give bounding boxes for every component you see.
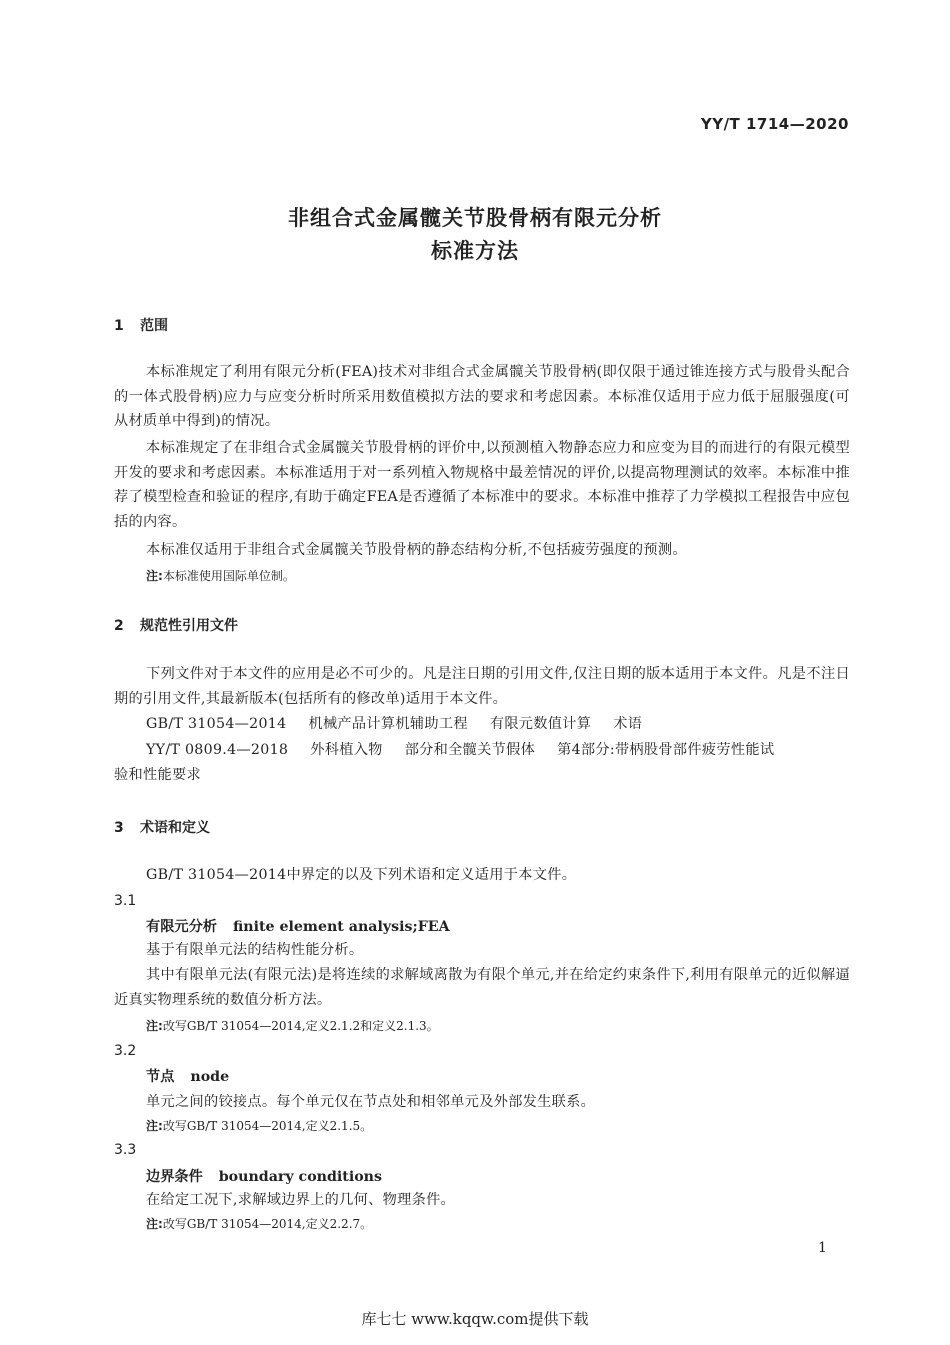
- section-number: 1: [114, 318, 124, 334]
- term-explanation: 其中有限单元法(有限元法)是将连续的求解域离散为有限个单元,并在给定约束条件下,利用有限单元的近似解逼近真实物理系统的数值分析方法。: [114, 967, 850, 1008]
- term-definition: 单元之间的铰接点。每个单元仅在节点处和相邻单元及外部发生联系。: [146, 1094, 596, 1110]
- reference-code: YY/T 0809.4—2018: [146, 742, 289, 758]
- reference-title-part: 第4部分:带柄股骨部件疲劳性能试: [557, 742, 775, 758]
- section-1-paragraph-1: 本标准规定了利用有限元分析(FEA)技术对非组合式金属髋关节股骨柄(即仅限于通过锥连接方式与股骨头配合的一体式股骨柄)应力与应变分析时所采用数值模拟方法的要求和考虑因素。本标准仅适用于应力低于屈服强度(可从材质单中得到)的情况。: [114, 364, 850, 429]
- section-1-paragraph-2: 本标准规定了在非组合式金属髋关节股骨柄的评价中,以预测植入物静态应力和应变为目的而进行的有限元模型开发的要求和考虑因素。本标准适用于对一系列植入物规格中最差情况的评价,以提高物理测试的效率。本标准中推荐了模型检查和验证的程序,有助于确定FEA是否遵循了本标准中的要求。本标准中推荐了力学模拟工程报告中应包括的内容。: [114, 440, 850, 530]
- term-heading: [146, 1066, 229, 1086]
- reference-title-part: 外科植入物: [310, 742, 383, 758]
- section-1-heading: [114, 315, 168, 335]
- note-label: 注:: [146, 569, 163, 583]
- standard-code: YY/T 1714—2020: [700, 115, 849, 133]
- reference-title-part: 有限元数值计算: [489, 716, 592, 732]
- section-3-intro: GB/T 31054—2014中界定的以及下列术语和定义适用于本文件。: [146, 867, 577, 883]
- note-label: 注:: [146, 1217, 163, 1231]
- term-heading: [146, 1166, 382, 1186]
- reference-title-part: 术语: [613, 716, 643, 732]
- note-text: 改写GB/T 31054—2014,定义2.2.7。: [162, 1217, 373, 1231]
- note-text: 改写GB/T 31054—2014,定义2.1.5。: [162, 1119, 373, 1133]
- section-title: 术语和定义: [140, 820, 210, 836]
- term-english: node: [190, 1069, 230, 1085]
- term-number: 3.3: [114, 1142, 137, 1158]
- reference-title-part: 部分和全髋关节假体: [404, 742, 536, 758]
- normative-reference-2: [146, 738, 774, 763]
- section-title: 范围: [140, 318, 168, 334]
- section-1-note: [146, 567, 295, 585]
- section-number: 2: [114, 618, 124, 634]
- term-heading: [146, 916, 450, 936]
- section-1-paragraph-3: 本标准仅适用于非组合式金属髋关节股骨柄的静态结构分析,不包括疲劳强度的预测。: [146, 542, 687, 558]
- page-number: 1: [818, 1240, 827, 1256]
- term-definition: 在给定工况下,求解域边界上的几何、物理条件。: [146, 1192, 456, 1208]
- section-3-heading: [114, 817, 210, 837]
- normative-reference-1: [146, 712, 642, 737]
- document-title-line2: 标准方法: [431, 239, 519, 263]
- note-label: 注:: [146, 1019, 163, 1033]
- term-number: 3.1: [114, 893, 137, 909]
- term-definition: 基于有限单元法的结构性能分析。: [146, 942, 364, 958]
- document-title-line1: 非组合式金属髋关节股骨柄有限元分析: [288, 206, 662, 230]
- term-note: [146, 1215, 372, 1233]
- section-title: 规范性引用文件: [140, 618, 238, 634]
- term-note: [146, 1117, 372, 1135]
- term-chinese: 有限元分析: [146, 919, 217, 935]
- term-english: finite element analysis;FEA: [232, 919, 450, 935]
- reference-code: GB/T 31054—2014: [146, 716, 287, 732]
- note-label: 注:: [146, 1119, 163, 1133]
- section-2-paragraph-1: 下列文件对于本文件的应用是必不可少的。凡是注日期的引用文件,仅注日期的版本适用于本文件。凡是不注日期的引用文件,其最新版本(包括所有的修改单)适用于本文件。: [114, 666, 850, 707]
- term-note: [146, 1017, 439, 1035]
- term-chinese: 节点: [146, 1069, 175, 1085]
- reference-title-part: 机械产品计算机辅助工程: [308, 716, 468, 732]
- term-english: boundary conditions: [218, 1169, 382, 1185]
- section-number: 3: [114, 820, 124, 836]
- normative-reference-2-continuation: 验和性能要求: [114, 767, 201, 783]
- download-footer: 库七七 www.kqqw.com提供下载: [361, 1310, 589, 1328]
- term-chinese: 边界条件: [146, 1169, 203, 1185]
- note-text: 本标准使用国际单位制。: [162, 569, 295, 583]
- term-number: 3.2: [114, 1043, 137, 1059]
- section-2-heading: [114, 615, 238, 635]
- note-text: 改写GB/T 31054—2014,定义2.1.2和定义2.1.3。: [162, 1019, 439, 1033]
